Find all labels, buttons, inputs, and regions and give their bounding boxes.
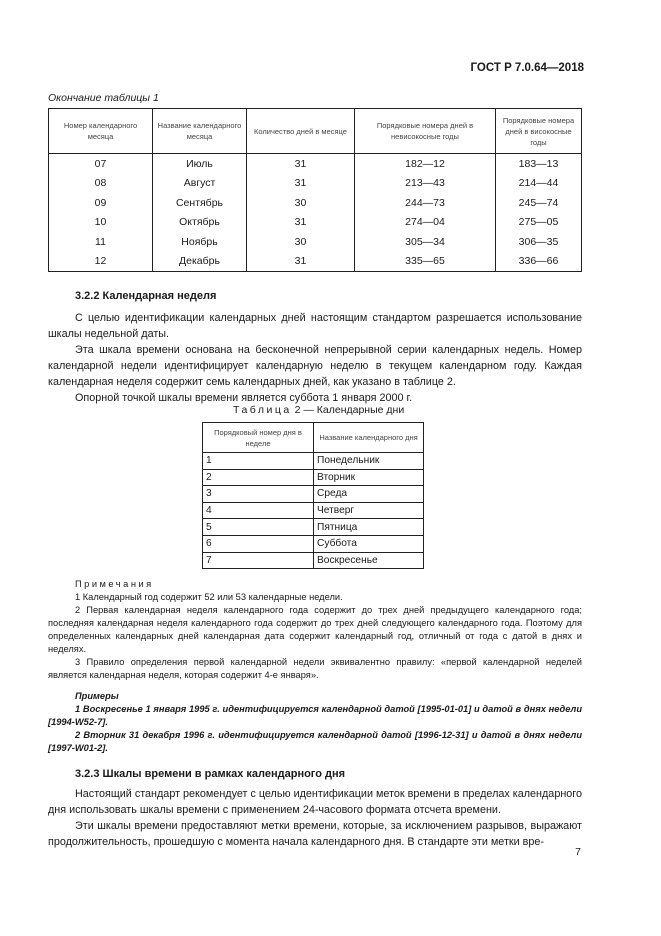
col-day-number: Порядковый номер дня в неделе bbox=[203, 423, 314, 453]
paragraph: Настоящий стандарт рекомендует с целью идентификации меток времени в пределах календарного дня использовать шкалы времени с применением 24-часового формата отсчета времени. bbox=[48, 788, 582, 816]
example-2: 2 Вторник 31 декабря 1996 г. идентифицируется календарной датой [1996-12-31] и датой в днях недели [1997-W01-2]. bbox=[48, 730, 582, 753]
table-row bbox=[203, 502, 424, 519]
cell: Декабрь bbox=[153, 252, 247, 272]
cell: 08 bbox=[49, 174, 153, 194]
cell: 274—04 bbox=[355, 213, 496, 233]
cell: 31 bbox=[247, 252, 355, 272]
months-table bbox=[48, 108, 582, 272]
cell: Понедельник bbox=[314, 453, 424, 470]
cell: 7 bbox=[203, 552, 314, 569]
cell: 11 bbox=[49, 232, 153, 252]
table-row bbox=[203, 486, 424, 503]
cell: 305—34 bbox=[355, 232, 496, 252]
cell: 30 bbox=[247, 193, 355, 213]
cell: Ноябрь bbox=[153, 232, 247, 252]
cell: 30 bbox=[247, 232, 355, 252]
cell: 12 bbox=[49, 252, 153, 272]
cell: 306—35 bbox=[496, 232, 582, 252]
cell: Суббота bbox=[314, 535, 424, 552]
section-322-body bbox=[48, 310, 582, 406]
section-heading-322: 3.2.2 Календарная неделя bbox=[75, 290, 217, 302]
cell: 214—44 bbox=[496, 174, 582, 194]
paragraph: Эта шкала времени основана на бесконечной непрерывной серии календарных недель. Номер календарной недели идентифицирует календарную неделю в текущем календарном году. Каждая календарная неделя содержит семь календарных дней, как указано в таблице 2. bbox=[48, 344, 582, 388]
section-heading-323: 3.2.3 Шкалы времени в рамках календарного дня bbox=[75, 768, 346, 780]
table-row bbox=[49, 154, 582, 174]
table1-caption: Окончание таблицы 1 bbox=[48, 92, 159, 104]
example-1: 1 Воскресенье 1 января 1995 г. идентифицируется календарной датой [1995-01-01] и датой в днях недели [1994-W52-7]. bbox=[48, 704, 582, 727]
cell: Июль bbox=[153, 154, 247, 174]
col-month-number: Номер календарного месяца bbox=[49, 109, 153, 154]
section-323-body bbox=[48, 786, 582, 850]
cell: 335—65 bbox=[355, 252, 496, 272]
cell: 4 bbox=[203, 502, 314, 519]
cell: 31 bbox=[247, 174, 355, 194]
table2-caption-prefix: Таблица bbox=[233, 404, 292, 416]
cell: Август bbox=[153, 174, 247, 194]
cell: 1 bbox=[203, 453, 314, 470]
document-id: ГОСТ Р 7.0.64—2018 bbox=[470, 62, 584, 74]
cell: 07 bbox=[49, 154, 153, 174]
col-ordinal-common: Порядковые номера дней в невисокосные годы bbox=[355, 109, 496, 154]
cell: 182—12 bbox=[355, 154, 496, 174]
paragraph: Опорной точкой шкалы времени является суббота 1 января 2000 г. bbox=[75, 392, 413, 404]
notes-block bbox=[48, 578, 582, 682]
cell: 31 bbox=[247, 154, 355, 174]
cell: 31 bbox=[247, 213, 355, 233]
cell: Сентябрь bbox=[153, 193, 247, 213]
table-row bbox=[49, 174, 582, 194]
cell: 275—05 bbox=[496, 213, 582, 233]
cell: 245—74 bbox=[496, 193, 582, 213]
paragraph: Эти шкалы времени предоставляют метки времени, которые, за исключением разрывов, выражают продолжительность, прошедшую с момента начала календарного дня. В стандарте эти метки вре- bbox=[48, 820, 582, 848]
table2-caption bbox=[233, 404, 404, 416]
table-row bbox=[203, 453, 424, 470]
col-days-count: Количество дней в месяце bbox=[247, 109, 355, 154]
cell: Среда bbox=[314, 486, 424, 503]
note-1: 1 Календарный год содержит 52 или 53 календарные недели. bbox=[75, 592, 343, 602]
cell: Вторник bbox=[314, 469, 424, 486]
examples-title: Примеры bbox=[75, 691, 119, 701]
table-row bbox=[49, 213, 582, 233]
table-row bbox=[203, 552, 424, 569]
col-day-name: Название календарного дня bbox=[314, 423, 424, 453]
cell: 213—43 bbox=[355, 174, 496, 194]
cell: 6 bbox=[203, 535, 314, 552]
cell: 336—66 bbox=[496, 252, 582, 272]
col-ordinal-leap: Порядковые номера дней в високосные годы bbox=[496, 109, 582, 154]
note-3: 3 Правило определения первой календарной недели эквивалентно правилу: «первой календарной неделей является календарная неделя, которая содержит 4-е января». bbox=[48, 657, 582, 680]
examples-block bbox=[48, 690, 582, 755]
weekdays-table bbox=[202, 422, 424, 569]
table-row bbox=[49, 252, 582, 272]
table-row bbox=[49, 232, 582, 252]
cell: 3 bbox=[203, 486, 314, 503]
table-row bbox=[203, 469, 424, 486]
note-2: 2 Первая календарная неделя календарного года содержит до трех дней предыдущего календарного года; последняя календарная неделя календарного года содержит до трех дней следующего календарного года. Поэтому для определенных календарных дней календарная дата содержит календарный год, отличный от года с датой в днях и неделях. bbox=[48, 605, 582, 654]
col-month-name: Название календарного месяца bbox=[153, 109, 247, 154]
cell: 10 bbox=[49, 213, 153, 233]
table2-caption-rest: 2 — Календарные дни bbox=[294, 404, 405, 416]
paragraph: С целью идентификации календарных дней настоящим стандартом разрешается использование шкалы недельной даты. bbox=[48, 312, 582, 340]
cell: 2 bbox=[203, 469, 314, 486]
cell: 244—73 bbox=[355, 193, 496, 213]
table-row bbox=[49, 193, 582, 213]
table-row bbox=[203, 535, 424, 552]
page-number: 7 bbox=[575, 846, 581, 858]
cell: Воскресенье bbox=[314, 552, 424, 569]
cell: Пятница bbox=[314, 519, 424, 536]
cell: 5 bbox=[203, 519, 314, 536]
cell: 183—13 bbox=[496, 154, 582, 174]
notes-title: Примечания bbox=[75, 579, 154, 589]
cell: Четверг bbox=[314, 502, 424, 519]
table-row bbox=[203, 519, 424, 536]
cell: Октябрь bbox=[153, 213, 247, 233]
cell: 09 bbox=[49, 193, 153, 213]
